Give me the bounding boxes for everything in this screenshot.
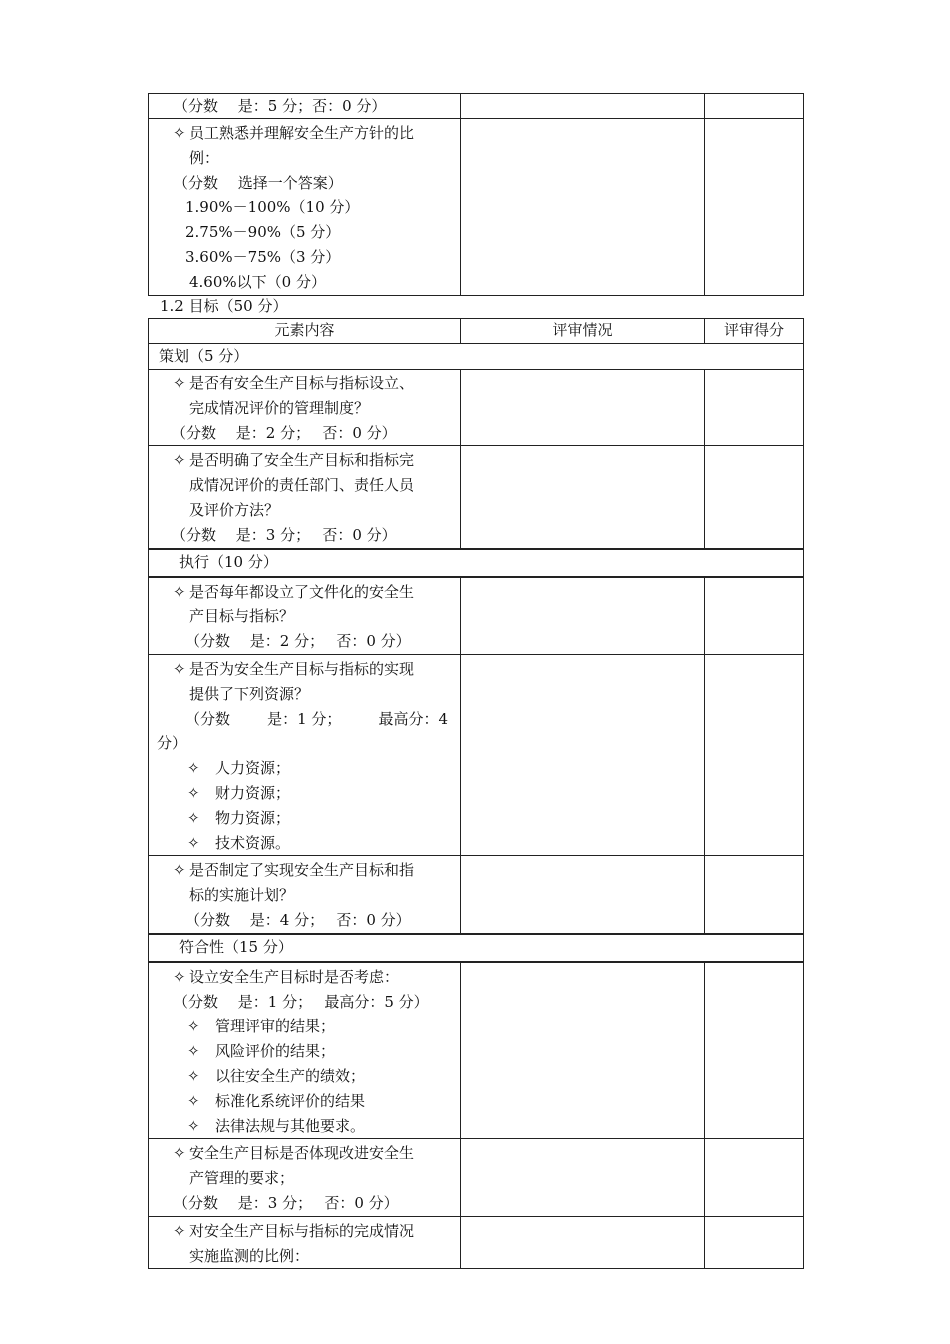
score-cell[interactable]: [705, 856, 804, 934]
bullet-icon: ✧: [173, 659, 186, 678]
question-text: 员工熟悉并理解安全生产方针的比: [189, 124, 415, 142]
table-row: [149, 962, 804, 1139]
question-text: 安全生产目标是否体现改进安全生: [189, 1144, 415, 1163]
option-3: 3.60%－75%（3 分）: [185, 247, 341, 266]
score-cell[interactable]: [705, 1139, 804, 1216]
objectives-table: [148, 318, 804, 1269]
table-row: [149, 370, 804, 446]
list-item: ✧ 财力资源；: [149, 781, 460, 806]
table-row: [149, 1216, 804, 1269]
question-text: 是否为安全生产目标与指标的实现: [189, 659, 415, 678]
option-2: 2.75%－90%（5 分）: [185, 223, 341, 242]
header-review-status: 评审情况: [461, 319, 705, 344]
bullet-icon: ✧: [187, 1066, 200, 1085]
question-text: 是否每年都设立了文件化的安全生: [189, 582, 415, 601]
header-element-content: 元素内容: [149, 319, 461, 344]
table-row: [149, 577, 804, 655]
table-row: [149, 856, 804, 934]
question-text-cont: 成情况评价的责任部门、责任人员: [189, 476, 415, 495]
question-text-cont: 产管理的要求；: [189, 1169, 295, 1188]
score-text-cont: 分）: [157, 734, 188, 753]
score-text: （分数: [185, 709, 231, 728]
list-item: ✧ 风险评价的结果；: [149, 1039, 460, 1064]
review-cell[interactable]: [461, 370, 705, 446]
bullet-icon: ✧: [173, 451, 186, 470]
bullet-icon: ✧: [187, 833, 200, 852]
score-text: （分数 是：2 分； 否：0 分）: [185, 632, 411, 651]
bullet-icon: ✧: [187, 1042, 200, 1061]
score-cell[interactable]: [705, 446, 804, 549]
list-item: ✧ 法律法规与其他要求。: [149, 1114, 460, 1139]
score-cell[interactable]: [705, 94, 804, 119]
question-text: 设立安全生产目标时是否考虑：: [189, 967, 400, 986]
list-item: ✧ 物力资源；: [149, 806, 460, 831]
table-header-row: [149, 319, 804, 344]
category-title: 符合性（15 分）: [179, 937, 293, 956]
score-text: （分数 是：2 分； 否：0 分）: [171, 423, 397, 442]
question-text-cont: 实施监测的比例：: [189, 1246, 310, 1265]
score-cell[interactable]: [705, 577, 804, 655]
score-text: （分数 是：3 分； 否：0 分）: [173, 1193, 399, 1212]
bullet-icon: ✧: [187, 783, 200, 802]
bullet-icon: ✧: [173, 1221, 186, 1240]
question-text-cont: 及评价方法？: [189, 500, 280, 519]
question-text-cont: 标的实施计划？: [189, 886, 295, 905]
header-review-score: 评审得分: [705, 319, 804, 344]
review-cell[interactable]: [461, 119, 705, 296]
table-row: [149, 446, 804, 549]
table-row: [149, 654, 804, 855]
bullet-icon: ✧: [173, 582, 186, 601]
bullet-icon: ✧: [173, 1144, 186, 1163]
section-heading: 1.2 目标（50 分）: [160, 297, 288, 315]
score-cell[interactable]: [705, 654, 804, 855]
review-cell[interactable]: [461, 654, 705, 855]
question-text-cont: 完成情况评价的管理制度？: [189, 398, 370, 417]
list-item: ✧ 以往安全生产的绩效；: [149, 1064, 460, 1089]
question-text: 是否明确了安全生产目标和指标完: [189, 451, 415, 470]
score-text: （分数 是：3 分； 否：0 分）: [171, 525, 397, 544]
review-cell[interactable]: [461, 577, 705, 655]
question-text-cont: 例：: [189, 148, 220, 167]
question-text-cont: 提供了下列资源？: [189, 684, 310, 703]
review-cell[interactable]: [461, 856, 705, 934]
question-text: 是否制定了实现安全生产目标和指: [189, 861, 415, 880]
review-cell[interactable]: [461, 446, 705, 549]
top-evaluation-table: [148, 93, 804, 296]
review-cell[interactable]: [461, 1216, 705, 1269]
table-row: [149, 119, 804, 296]
list-item: ✧ 管理评审的结果；: [149, 1014, 460, 1039]
score-text: （分数 是：5 分；否：0 分）: [173, 97, 387, 115]
score-cell[interactable]: [705, 962, 804, 1139]
score-text: （分数 选择一个答案）: [173, 173, 343, 192]
score-text: （分数 是：4 分； 否：0 分）: [185, 910, 411, 929]
bullet-icon: ✧: [187, 1091, 200, 1110]
category-title: 执行（10 分）: [179, 552, 278, 571]
bullet-icon: ✧: [187, 759, 200, 778]
table-row: [149, 1139, 804, 1216]
list-item: ✧ 技术资源。: [149, 831, 460, 856]
bullet-icon: ✧: [173, 861, 186, 880]
category-row-conformity: [149, 934, 804, 962]
list-item: ✧ 人力资源；: [149, 756, 460, 781]
bullet-icon: ✧: [173, 124, 186, 142]
bullet-icon: ✧: [173, 374, 186, 392]
question-text: 对安全生产目标与指标的完成情况: [189, 1221, 415, 1240]
table-row: [149, 94, 804, 119]
option-1: 1.90%－100%（10 分）: [185, 198, 360, 217]
bullet-icon: ✧: [187, 1116, 200, 1135]
score-cell[interactable]: [705, 370, 804, 446]
score-cell[interactable]: [705, 119, 804, 296]
bullet-icon: ✧: [187, 808, 200, 827]
review-cell[interactable]: [461, 1139, 705, 1216]
score-cell[interactable]: [705, 1216, 804, 1269]
question-text: 是否有安全生产目标与指标设立、: [189, 374, 415, 392]
score-text: 是：1 分；: [267, 709, 342, 728]
score-text: 最高分：4: [378, 709, 448, 728]
review-cell[interactable]: [461, 962, 705, 1139]
bullet-icon: ✧: [187, 1017, 200, 1036]
list-item: ✧ 标准化系统评价的结果: [149, 1089, 460, 1114]
category-title: 策划（5 分）: [159, 347, 249, 365]
category-row-execution: [149, 549, 804, 577]
question-text-cont: 产目标与指标？: [189, 607, 295, 626]
bullet-icon: ✧: [173, 967, 186, 986]
category-row-planning: [149, 344, 804, 370]
review-cell[interactable]: [461, 94, 705, 119]
score-text: （分数 是：1 分； 最高分：5 分）: [173, 992, 429, 1011]
option-4: 4.60%以下（0 分）: [189, 272, 326, 291]
